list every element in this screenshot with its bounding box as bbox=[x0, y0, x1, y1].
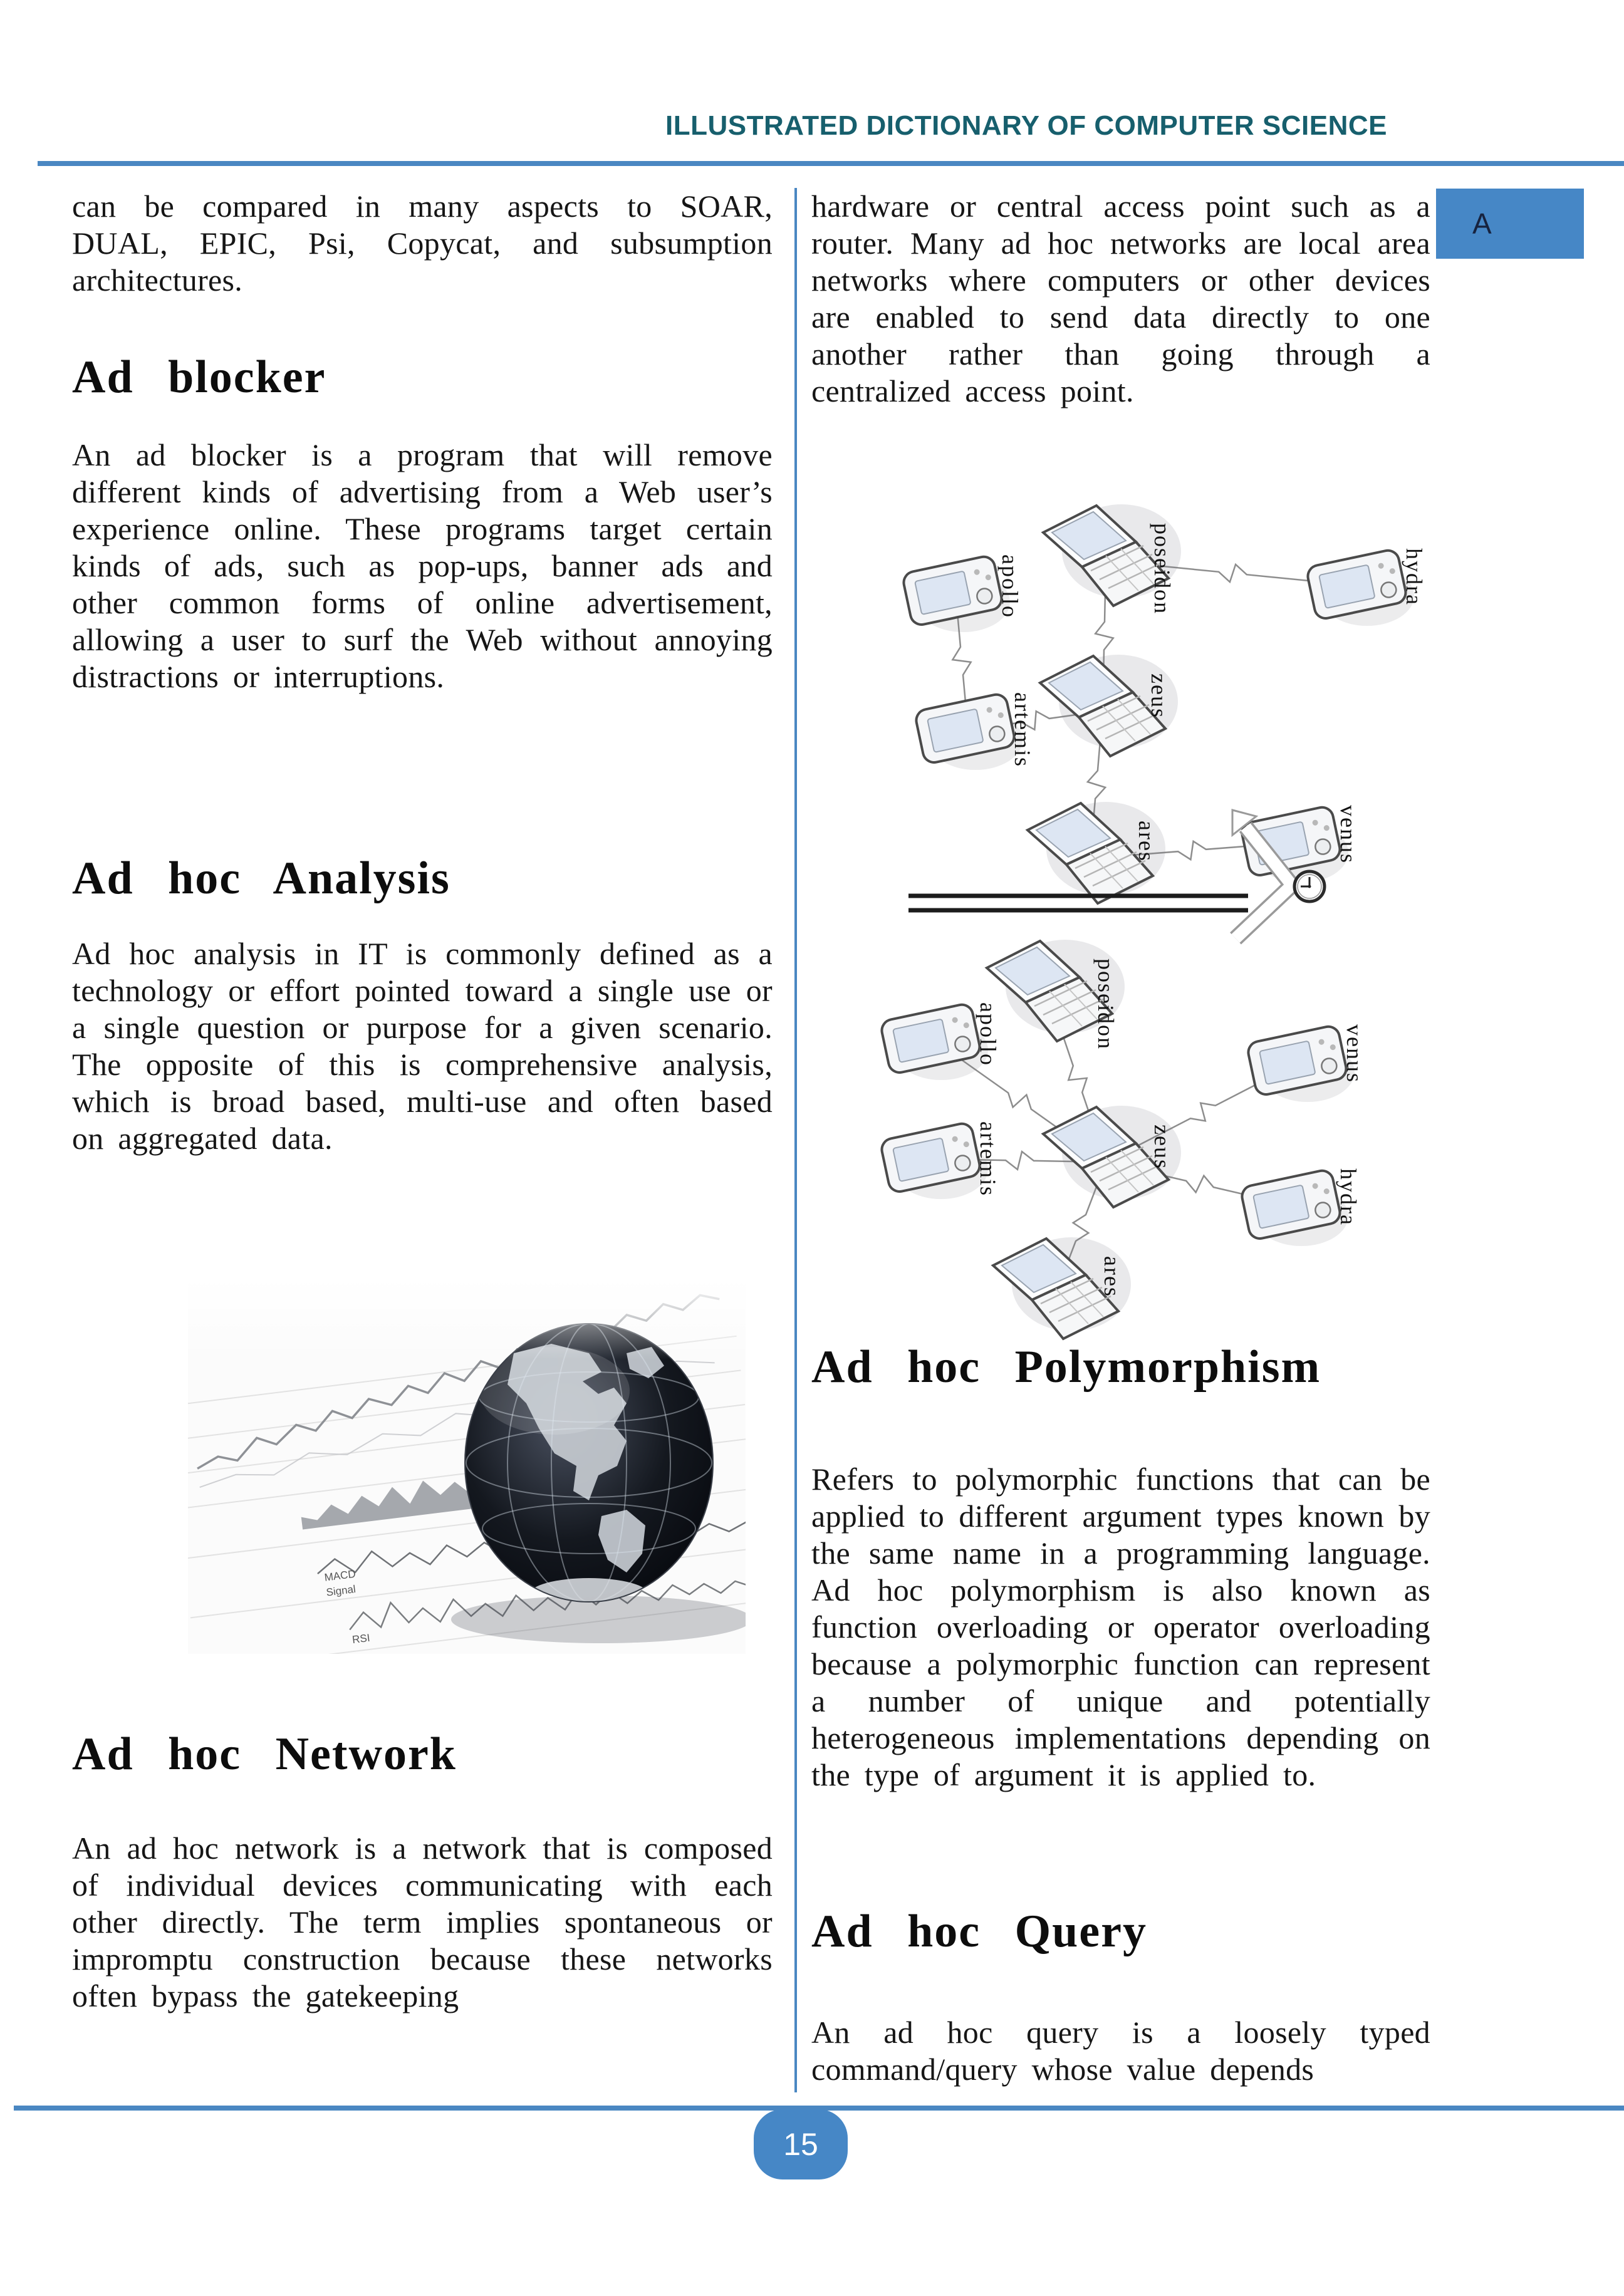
ad-hoc-network-diagram-art bbox=[827, 426, 1472, 1347]
device-label-zeus: zeus bbox=[1150, 1125, 1175, 1170]
device-pda-apollo bbox=[902, 554, 1010, 632]
device-label-poseidon: poseidon bbox=[1150, 523, 1175, 615]
device-label-hydra: hydra bbox=[1402, 548, 1427, 606]
state-separator-lines bbox=[908, 896, 1248, 910]
clock-icon bbox=[1294, 871, 1325, 901]
header-rule bbox=[38, 161, 1624, 166]
entry-heading-ad-hoc-analysis: Ad hoc Analysis bbox=[72, 853, 450, 904]
photo-label-rsi: RSI bbox=[351, 1631, 371, 1646]
device-pda-apollo bbox=[880, 1002, 988, 1080]
device-label-apollo: apollo bbox=[997, 554, 1023, 618]
globe-photo-art bbox=[188, 1278, 746, 1654]
photo-label-signal: Signal bbox=[325, 1582, 357, 1599]
device-pda-hydra bbox=[1240, 1168, 1348, 1246]
column-divider bbox=[794, 188, 797, 2092]
device-label-artemis: artemis bbox=[1010, 692, 1035, 767]
device-label-venus: venus bbox=[1336, 805, 1361, 864]
device-label-zeus: zeus bbox=[1147, 673, 1172, 719]
entry-body-ad-hoc-polymorphism: Refers to polymorphic functions that can be applied to different argument types known by the same name in a programming language. Ad hoc polymorphism is also known as function overloading or operator overloading because a polymorphic function can represent a number of unique and potentially heterogeneous implementations depending on the type of argument it is applied to. bbox=[811, 1462, 1430, 1792]
device-label-artemis: artemis bbox=[976, 1121, 1001, 1197]
letter-tab-label: A bbox=[1472, 207, 1492, 240]
entry-heading-ad-blocker: Ad blocker bbox=[72, 351, 326, 403]
device-label-ares: ares bbox=[1134, 821, 1159, 862]
device-label-venus: venus bbox=[1342, 1024, 1367, 1083]
device-label-ares: ares bbox=[1100, 1256, 1125, 1297]
photo-label-macd: MACD bbox=[323, 1567, 357, 1584]
page-number-badge bbox=[754, 2109, 848, 2179]
network-before-state bbox=[902, 504, 1427, 903]
entry-body-ad-hoc-query: An ad hoc query is a loosely typed command/query whose value depends bbox=[811, 2015, 1430, 2087]
device-pda-venus bbox=[1246, 1024, 1355, 1102]
entry-heading-ad-hoc-polymorphism: Ad hoc Polymorphism bbox=[811, 1341, 1321, 1393]
letter-tab bbox=[1436, 189, 1584, 259]
globe-shadow bbox=[451, 1596, 746, 1643]
device-label-apollo: apollo bbox=[976, 1002, 1001, 1066]
page-number: 15 bbox=[783, 2127, 818, 2162]
device-label-hydra: hydra bbox=[1336, 1168, 1361, 1226]
ad-hoc-network-diagram bbox=[827, 426, 1472, 1347]
entry-body-ad-hoc-network-continued: hardware or central access point such as a router. Many ad hoc networks are local area networks where computers or other devices are enabled to send data directly to one another rather than going through a centralized access point. bbox=[811, 189, 1430, 408]
entry-heading-ad-hoc-network: Ad hoc Network bbox=[72, 1728, 457, 1780]
entry-body-ad-hoc-network: An ad hoc network is a network that is composed of individual devices communicating with each other directly. The term implies spontaneous or impromptu construction because these networks often bypass the gatekeeping bbox=[72, 1831, 773, 2013]
device-pda-hydra bbox=[1306, 548, 1414, 626]
entry-body-ad-blocker: An ad blocker is a program that will remove different kinds of advertising from a Web user’s experience online. These programs target certain kinds of ads, such as pop-ups, banner ads and other common forms of online advertisement, allowing a user to surf the Web without annoying distractions or interruptions. bbox=[72, 437, 773, 694]
device-label-poseidon: poseidon bbox=[1093, 958, 1118, 1050]
page-title: ILLUSTRATED DICTIONARY OF COMPUTER SCIENCE bbox=[665, 110, 1387, 141]
device-pda-artemis bbox=[914, 692, 1023, 770]
device-pda-artemis bbox=[880, 1121, 988, 1199]
globe-photo bbox=[188, 1278, 746, 1654]
entry-continuation-paragraph: can be compared in many aspects to SOAR, DUAL, EPIC, Psi, Copycat, and subsumption architectures. bbox=[72, 189, 773, 298]
entry-body-ad-hoc-analysis: Ad hoc analysis in IT is commonly defined as a technology or effort pointed toward a single use or a single question or purpose for a given scenario. The opposite of this is comprehensive analysis, which is broad based, multi-use and often based on aggregated data. bbox=[72, 936, 773, 1156]
network-after-state bbox=[880, 940, 1367, 1339]
entry-heading-ad-hoc-query: Ad hoc Query bbox=[811, 1906, 1147, 1957]
